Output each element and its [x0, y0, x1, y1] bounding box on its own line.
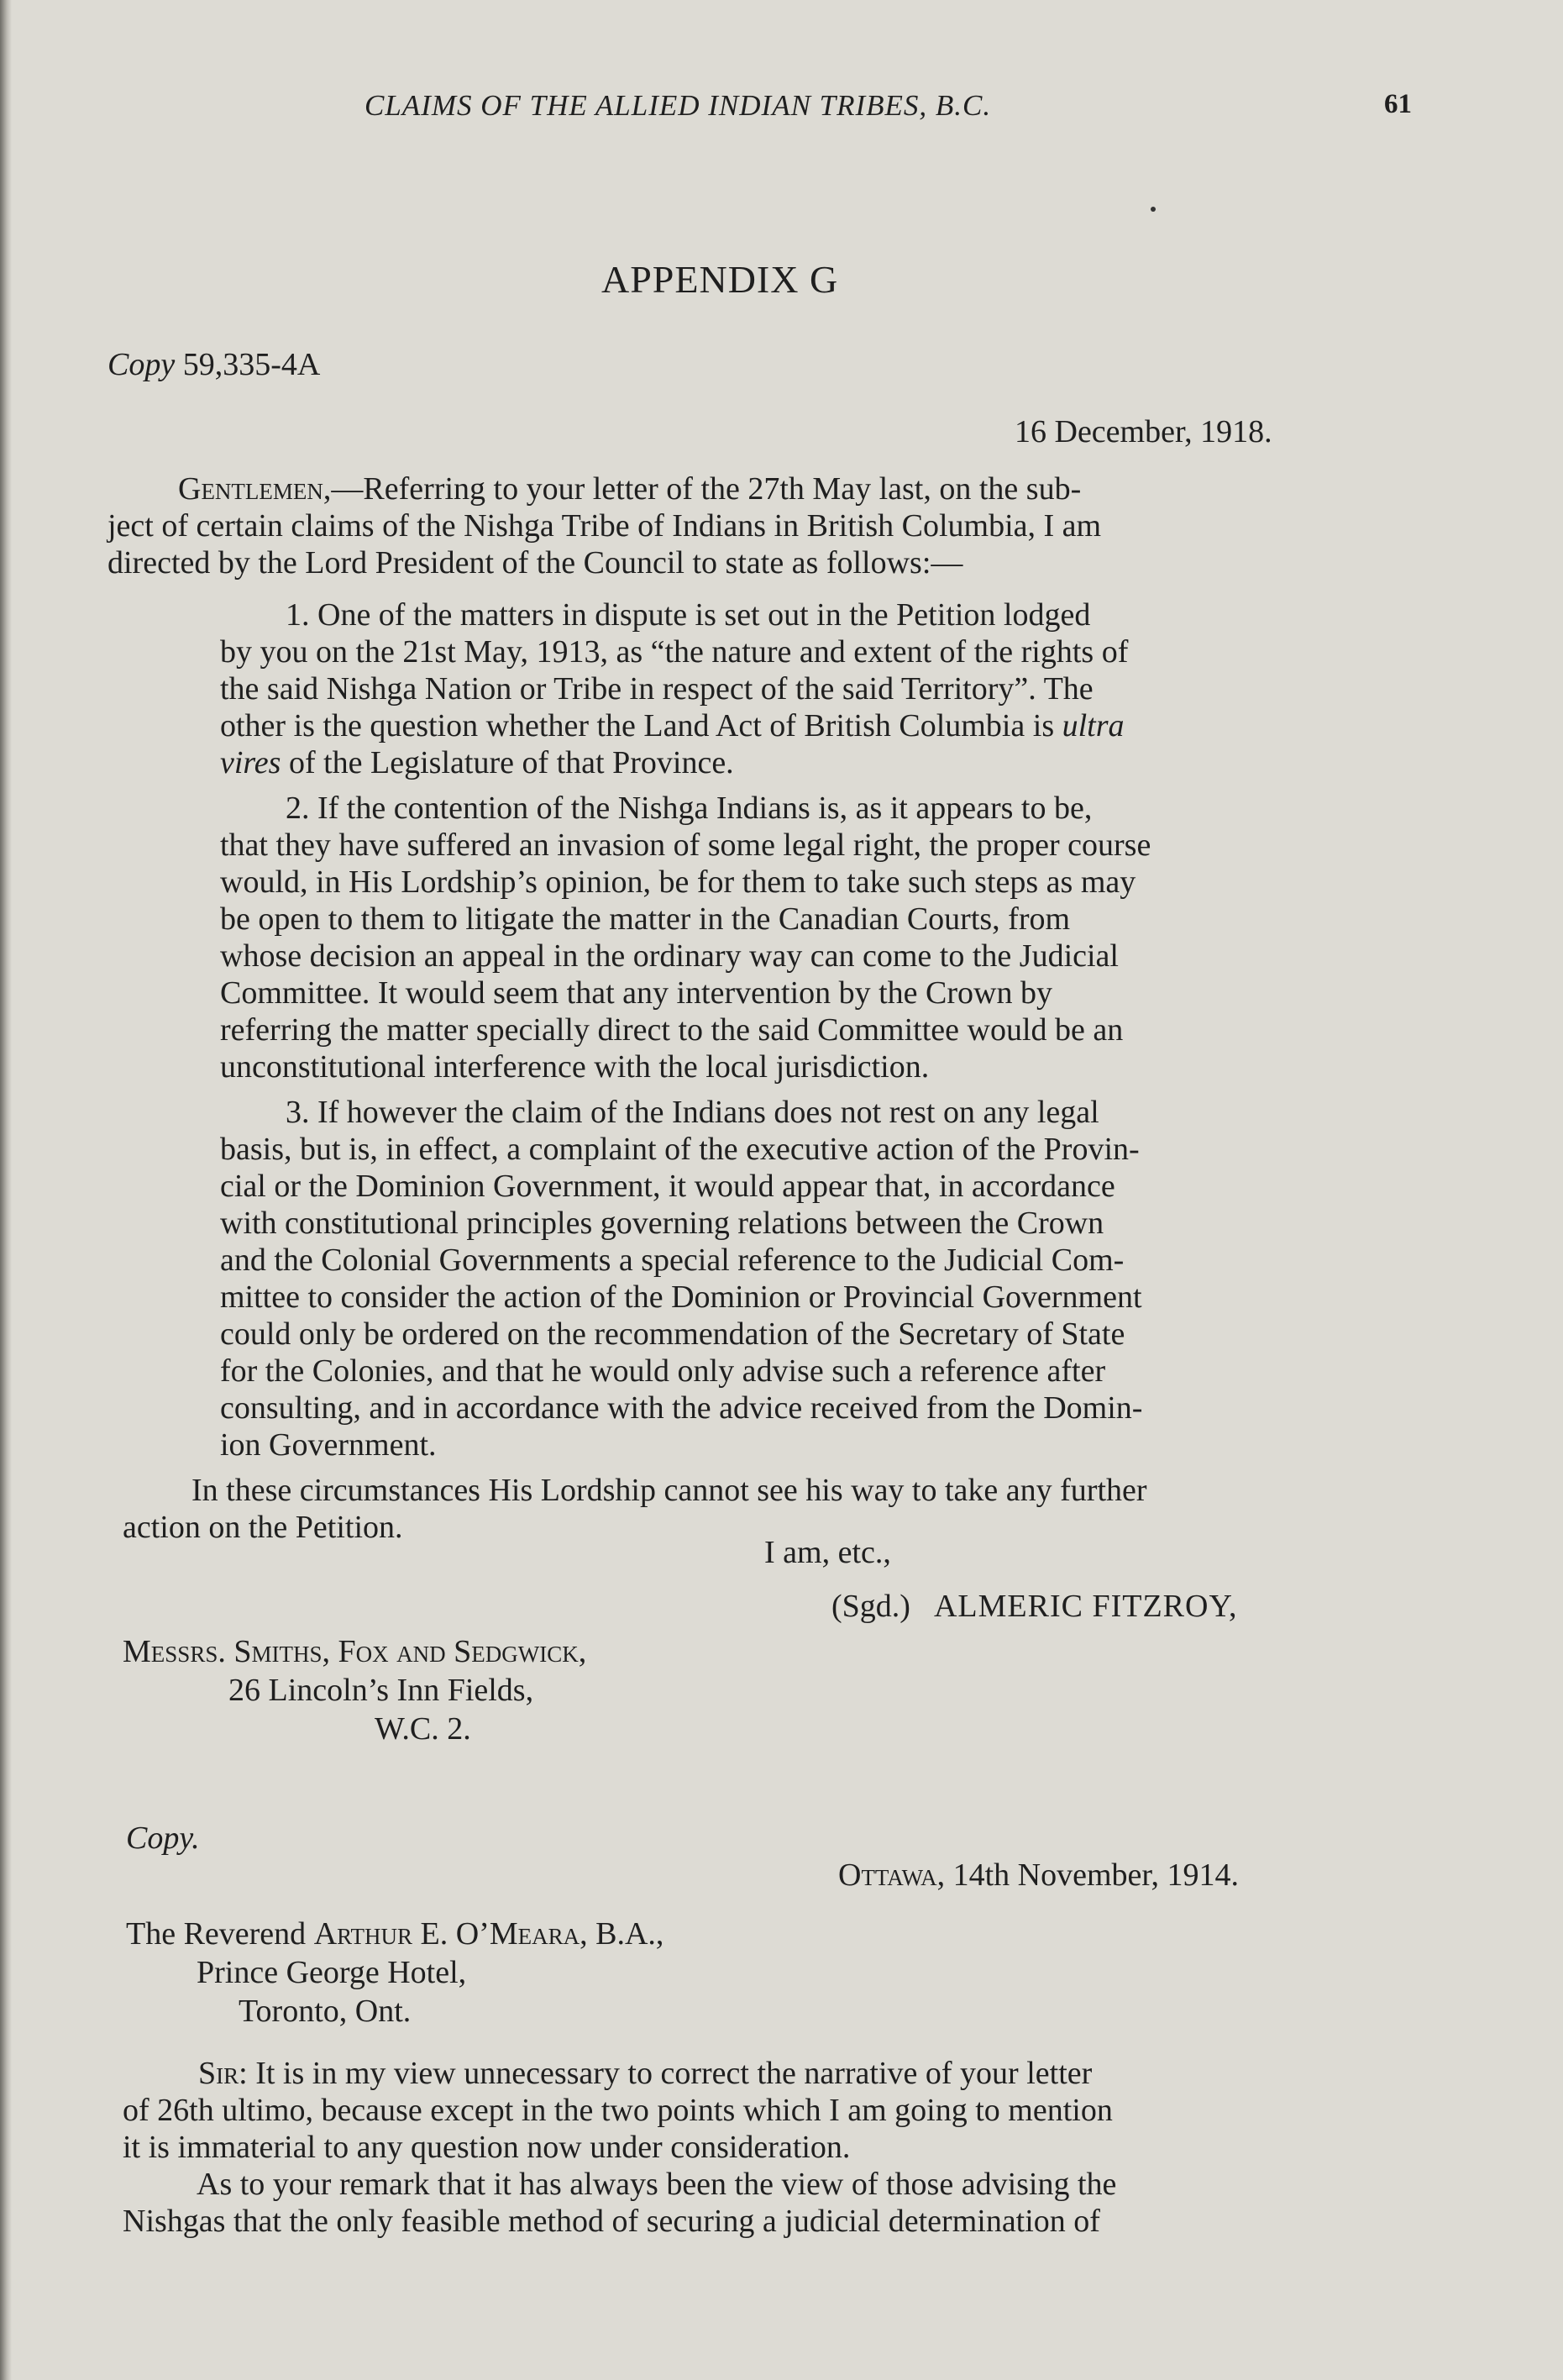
- body-line: Sir: It is in my view unnecessary to correct the narrative of your letter: [198, 2056, 1093, 2091]
- copy-label: Copy: [108, 347, 176, 382]
- body-line: of 26th ultimo, because except in the two points which I am going to mention: [123, 2093, 1113, 2128]
- salutation: Gentlemen,: [178, 471, 332, 507]
- body-line: for the Colonies, and that he would only advise such a reference after: [220, 1353, 1106, 1389]
- copy-number: 59,335-4A: [175, 347, 321, 382]
- body-line: Nishgas that the only feasible method of securing a judicial determination of: [123, 2204, 1100, 2239]
- addressee: Messrs. Smiths, Fox and Sedgwick,: [123, 1634, 587, 1669]
- body-line: As to your remark that it has always been the view of those advising the: [197, 2167, 1117, 2202]
- body-line: In these circumstances His Lordship cannot see his way to take any further: [191, 1473, 1147, 1508]
- address-line: Toronto, Ont.: [239, 1994, 412, 2029]
- closing: I am, etc.,: [764, 1535, 891, 1570]
- signatory-name: ALMERIC FITZROY,: [933, 1589, 1238, 1624]
- body-line: referring the matter specially direct to the said Committee would be an: [220, 1012, 1124, 1048]
- ink-dot: [1151, 207, 1156, 212]
- body-line: and the Colonial Governments a special reference to the Judicial Com-: [220, 1243, 1125, 1278]
- recipient: The Reverend Arthur E. O’Meara, B.A.,: [126, 1916, 664, 1952]
- body-line: other is the question whether the Land Act of British Columbia is ultra: [220, 708, 1125, 743]
- body-line: that they have suffered an invasion of some legal right, the proper course: [220, 827, 1151, 863]
- body-line: 2. If the contention of the Nishga Indians is, as it appears to be,: [286, 791, 1093, 826]
- signed-mark: (Sgd.): [831, 1589, 910, 1624]
- running-header: CLAIMS OF THE ALLIED INDIAN TRIBES, B.C.: [365, 89, 992, 122]
- address-line: 26 Lincoln’s Inn Fields,: [228, 1673, 534, 1708]
- body-line: it is immaterial to any question now under consideration.: [123, 2130, 851, 2165]
- body-line: ject of certain claims of the Nishga Tribe of Indians in British Columbia, I am: [108, 508, 1102, 544]
- page-number: 61: [1384, 89, 1412, 119]
- copy-reference: [108, 346, 320, 383]
- signature: [831, 1588, 1238, 1625]
- address-line: Prince George Hotel,: [197, 1955, 467, 1990]
- salutation-2: Sir: [198, 2056, 239, 2091]
- body-line: Gentlemen,—Referring to your letter of the 27th May last, on the sub-: [178, 471, 1082, 507]
- letter-date-2: Ottawa, 14th November, 1914.: [838, 1857, 1240, 1893]
- body-line: would, in His Lordship’s opinion, be for them to take such steps as may: [220, 864, 1136, 900]
- body-line: basis, but is, in effect, a complaint of the executive action of the Provin-: [220, 1132, 1140, 1167]
- appendix-title: APPENDIX G: [601, 258, 839, 301]
- body-line: mittee to consider the action of the Dominion or Provincial Government: [220, 1279, 1142, 1315]
- body-line: 1. One of the matters in dispute is set out in the Petition lodged: [286, 597, 1091, 633]
- body-line: Committee. It would seem that any intervention by the Crown by: [220, 975, 1052, 1011]
- body-line: with constitutional principles governing relations between the Crown: [220, 1206, 1104, 1241]
- address-line: W.C. 2.: [375, 1711, 471, 1747]
- body-line: cial or the Dominion Government, it would appear that, in accordance: [220, 1169, 1115, 1204]
- body-line: directed by the Lord President of the Council to state as follows:—: [108, 545, 963, 581]
- body-line: the said Nishga Nation or Tribe in respect of the said Territory”. The: [220, 671, 1094, 707]
- body-line: action on the Petition.: [123, 1510, 403, 1545]
- body-line: consulting, and in accordance with the advice received from the Domin-: [220, 1390, 1143, 1426]
- body-line: could only be ordered on the recommendation of the Secretary of State: [220, 1316, 1125, 1352]
- page-edge: [0, 0, 12, 2380]
- copy-label-2: Copy.: [126, 1820, 200, 1856]
- letter-date: 16 December, 1918.: [1015, 414, 1272, 449]
- body-line: ion Government.: [220, 1427, 437, 1463]
- body-line: 3. If however the claim of the Indians does not rest on any legal: [286, 1095, 1099, 1130]
- body-line: by you on the 21st May, 1913, as “the nature and extent of the rights of: [220, 634, 1129, 670]
- body-line: unconstitutional interference with the local jurisdiction.: [220, 1049, 930, 1085]
- body-line: be open to them to litigate the matter in the Canadian Courts, from: [220, 901, 1071, 937]
- body-line: whose decision an appeal in the ordinary way can come to the Judicial: [220, 938, 1119, 974]
- body-line: vires of the Legislature of that Province.: [220, 745, 734, 780]
